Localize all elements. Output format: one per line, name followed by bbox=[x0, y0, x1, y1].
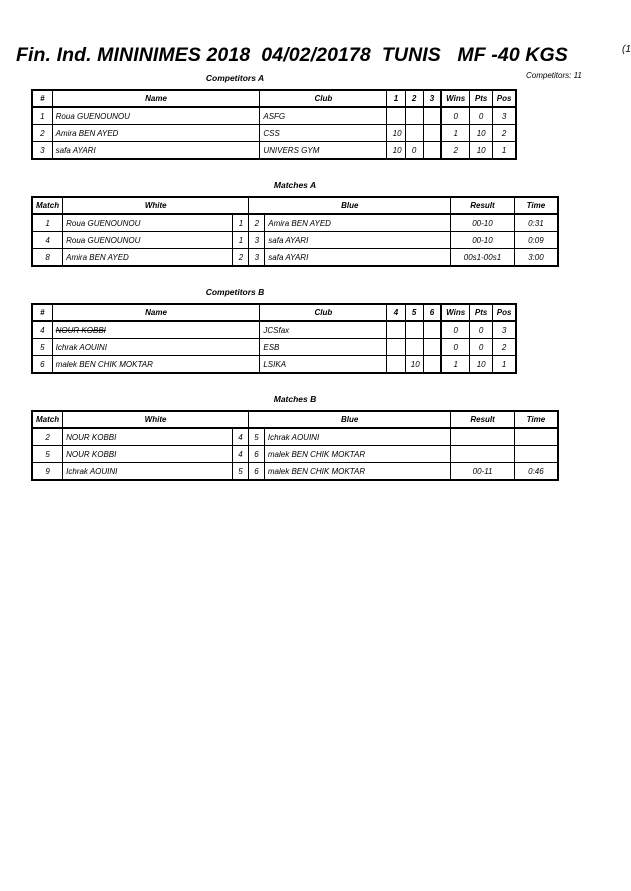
cell-result: 00-10 bbox=[451, 214, 515, 232]
col-header: Result bbox=[451, 411, 514, 428]
cell-white: NOUR KOBBI bbox=[63, 428, 233, 446]
cell-blue-num: 3 bbox=[249, 249, 265, 267]
cell-time bbox=[514, 428, 558, 446]
col-header: White bbox=[63, 197, 249, 214]
cell-score bbox=[405, 339, 423, 356]
table-row bbox=[32, 107, 516, 125]
cell-blue-num: 5 bbox=[248, 428, 264, 446]
cell-score bbox=[405, 125, 423, 142]
col-header: Pos bbox=[493, 90, 516, 107]
cell-blue: safa AYARI bbox=[265, 232, 451, 249]
cell-pts: 10 bbox=[470, 142, 493, 160]
cell-score bbox=[387, 339, 405, 356]
cell-white-num: 1 bbox=[233, 214, 249, 232]
table-header-row bbox=[32, 197, 558, 214]
cell-match: 2 bbox=[32, 428, 63, 446]
cell-score bbox=[387, 356, 405, 374]
col-header: # bbox=[32, 90, 52, 107]
cell-pts: 10 bbox=[470, 356, 493, 374]
col-header: 1 bbox=[387, 90, 405, 107]
col-header: Name bbox=[52, 304, 260, 321]
cell-blue: safa AYARI bbox=[265, 249, 451, 267]
cell-pos: 3 bbox=[493, 107, 516, 125]
cell-score bbox=[423, 107, 441, 125]
col-header: Pts bbox=[470, 90, 493, 107]
cell-result: 00s1-00s1 bbox=[451, 249, 515, 267]
cell-wins: 1 bbox=[441, 356, 469, 374]
cell-club: ASFG bbox=[260, 107, 387, 125]
cell-white: Roua GUENOUNOU bbox=[63, 214, 233, 232]
cell-blue-num: 6 bbox=[248, 463, 264, 481]
cell-score bbox=[387, 107, 405, 125]
col-header: Match bbox=[32, 411, 63, 428]
page-title: Fin. Ind. MININIMES 2018 04/02/20178 TUNIS MF -40 KGS bbox=[16, 44, 568, 66]
cell-wins: 0 bbox=[441, 339, 469, 356]
cell-wins: 0 bbox=[441, 321, 469, 339]
cell-club: CSS bbox=[260, 125, 387, 142]
competitors-b-label: Competitors B bbox=[205, 287, 265, 297]
table-row bbox=[32, 214, 558, 232]
cell-score bbox=[423, 321, 441, 339]
col-header: Wins bbox=[441, 90, 469, 107]
col-header: Club bbox=[260, 304, 387, 321]
cell-pos: 1 bbox=[493, 356, 516, 374]
col-header: 2 bbox=[405, 90, 423, 107]
matches-a-label: Matches A bbox=[273, 180, 317, 190]
matches-b-table bbox=[31, 410, 559, 481]
cell-pos: 3 bbox=[493, 321, 516, 339]
competitors-count: Competitors: 11 bbox=[526, 71, 582, 80]
cell-white: NOUR KOBBI bbox=[63, 446, 233, 463]
col-header: Blue bbox=[249, 197, 451, 214]
cell-score bbox=[423, 339, 441, 356]
col-header: Pos bbox=[493, 304, 516, 321]
cell-match: 8 bbox=[32, 249, 63, 267]
cell-blue: malek BEN CHIK MOKTAR bbox=[264, 463, 450, 481]
col-header: 3 bbox=[423, 90, 441, 107]
cell-time: 3:00 bbox=[514, 249, 558, 267]
col-header: Wins bbox=[441, 304, 469, 321]
cell-num: 6 bbox=[32, 356, 52, 374]
col-header: Pts bbox=[470, 304, 493, 321]
cell-white: Amira BEN AYED bbox=[63, 249, 233, 267]
table-header-row bbox=[32, 304, 516, 321]
cell-white: Roua GUENOUNOU bbox=[63, 232, 233, 249]
col-header: Time bbox=[514, 197, 558, 214]
cell-wins: 0 bbox=[441, 107, 469, 125]
table-row bbox=[32, 463, 558, 481]
competitors-a-label: Competitors A bbox=[205, 73, 265, 83]
cell-pts: 0 bbox=[470, 107, 493, 125]
cell-score: 10 bbox=[387, 142, 405, 160]
cell-result: 00-10 bbox=[451, 232, 515, 249]
cell-blue-num: 6 bbox=[248, 446, 264, 463]
cell-match: 4 bbox=[32, 232, 63, 249]
cell-club: ESB bbox=[260, 339, 387, 356]
cell-club: JCSfax bbox=[260, 321, 387, 339]
cell-score bbox=[423, 356, 441, 374]
cell-blue: Amira BEN AYED bbox=[265, 214, 451, 232]
cell-num: 4 bbox=[32, 321, 52, 339]
cell-name: Roua GUENOUNOU bbox=[52, 107, 260, 125]
col-header: Time bbox=[514, 411, 558, 428]
cell-club: LSIKA bbox=[260, 356, 387, 374]
cell-pos: 1 bbox=[493, 142, 516, 160]
table-row bbox=[32, 446, 558, 463]
col-header: Result bbox=[451, 197, 515, 214]
cell-blue-num: 2 bbox=[249, 214, 265, 232]
cell-white: Ichrak AOUINI bbox=[63, 463, 233, 481]
cell-pts: 0 bbox=[470, 339, 493, 356]
col-header: 5 bbox=[405, 304, 423, 321]
cell-blue: Ichrak AOUINI bbox=[264, 428, 450, 446]
cell-match: 1 bbox=[32, 214, 63, 232]
col-header: 4 bbox=[387, 304, 405, 321]
cell-match: 5 bbox=[32, 446, 63, 463]
cell-score: 10 bbox=[405, 356, 423, 374]
cell-score bbox=[423, 125, 441, 142]
cell-white-num: 2 bbox=[233, 249, 249, 267]
table-row bbox=[32, 356, 516, 374]
cell-blue-num: 3 bbox=[249, 232, 265, 249]
col-header: Blue bbox=[248, 411, 450, 428]
page-title-suffix: (1 bbox=[622, 44, 631, 55]
table-row bbox=[32, 321, 516, 339]
cell-pos: 2 bbox=[493, 339, 516, 356]
cell-white-num: 4 bbox=[233, 446, 249, 463]
col-header: Match bbox=[32, 197, 63, 214]
table-header-row bbox=[32, 90, 516, 107]
cell-match: 9 bbox=[32, 463, 63, 481]
col-header: Club bbox=[260, 90, 387, 107]
col-header: 6 bbox=[423, 304, 441, 321]
cell-name: malek BEN CHIK MOKTAR bbox=[52, 356, 260, 374]
cell-score: 10 bbox=[387, 125, 405, 142]
cell-white-num: 1 bbox=[233, 232, 249, 249]
cell-score bbox=[387, 321, 405, 339]
cell-num: 1 bbox=[32, 107, 52, 125]
matches-b-label: Matches B bbox=[273, 394, 317, 404]
matches-a-table bbox=[31, 196, 559, 267]
col-header: # bbox=[32, 304, 52, 321]
cell-result bbox=[451, 446, 514, 463]
cell-score bbox=[405, 321, 423, 339]
cell-num: 5 bbox=[32, 339, 52, 356]
cell-club: UNIVERS GYM bbox=[260, 142, 387, 160]
table-row bbox=[32, 249, 558, 267]
cell-result: 00-11 bbox=[451, 463, 514, 481]
cell-blue: malek BEN CHIK MOKTAR bbox=[264, 446, 450, 463]
table-header-row bbox=[32, 411, 558, 428]
col-header: White bbox=[63, 411, 249, 428]
cell-num: 3 bbox=[32, 142, 52, 160]
cell-white-num: 5 bbox=[233, 463, 249, 481]
cell-num: 2 bbox=[32, 125, 52, 142]
cell-wins: 1 bbox=[441, 125, 469, 142]
cell-name: Ichrak AOUINI bbox=[52, 339, 260, 356]
cell-result bbox=[451, 428, 514, 446]
col-header: Name bbox=[52, 90, 260, 107]
table-row bbox=[32, 142, 516, 160]
cell-white-num: 4 bbox=[233, 428, 249, 446]
cell-score: 0 bbox=[405, 142, 423, 160]
table-row bbox=[32, 232, 558, 249]
cell-name-withdrawn: NOUR KOBBI bbox=[52, 321, 260, 339]
cell-name: safa AYARI bbox=[52, 142, 260, 160]
table-row bbox=[32, 339, 516, 356]
cell-score bbox=[405, 107, 423, 125]
competitors-b-table bbox=[31, 303, 517, 374]
table-row bbox=[32, 428, 558, 446]
cell-pts: 0 bbox=[470, 321, 493, 339]
cell-time: 0:09 bbox=[514, 232, 558, 249]
cell-name: Amira BEN AYED bbox=[52, 125, 260, 142]
competitors-a-table bbox=[31, 89, 517, 160]
cell-time: 0:31 bbox=[514, 214, 558, 232]
cell-pts: 10 bbox=[470, 125, 493, 142]
table-row bbox=[32, 125, 516, 142]
cell-score bbox=[423, 142, 441, 160]
cell-time bbox=[514, 446, 558, 463]
cell-pos: 2 bbox=[493, 125, 516, 142]
cell-time: 0:46 bbox=[514, 463, 558, 481]
cell-wins: 2 bbox=[441, 142, 469, 160]
